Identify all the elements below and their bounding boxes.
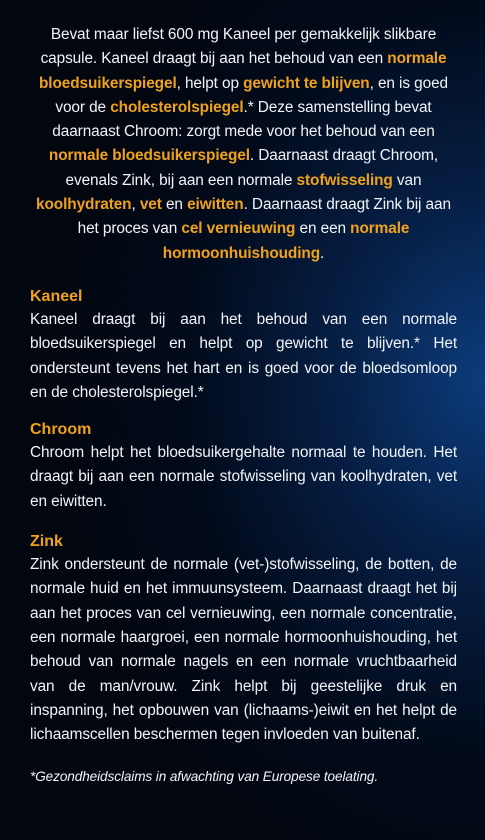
- intro-text: ,: [131, 196, 140, 214]
- intro-text: Bevat maar liefst 600 mg Kaneel per gemakkelijk slikbare capsule. Kaneel draagt bij aan het behoud van een: [40, 26, 437, 68]
- section-zink: [30, 531, 457, 747]
- intro-text: , en is goed voor de: [55, 74, 448, 116]
- highlight-term: gewicht te blijven: [243, 74, 370, 92]
- section-body: Chroom helpt het bloedsuikergehalte normaal te houden. Het draagt bij aan een normale stofwisseling van koolhydraten, vet en eiwitten.: [30, 444, 457, 510]
- health-claims-footnote: *Gezondheidsclaims in afwachting van Europese toelating.: [30, 769, 379, 785]
- highlight-term: normale bloedsuikerspiegel: [48, 147, 250, 165]
- section-heading: Chroom: [30, 421, 92, 439]
- section-body: Kaneel draagt bij aan het behoud van een normale bloedsuikerspiegel en helpt op gewicht te blijven.* Het ondersteunt tevens het hart en is goed voor de bloedsomloop en de cholesterolspiegel.*: [30, 310, 457, 401]
- intro-text: van: [392, 171, 422, 189]
- intro-paragraph: [30, 23, 457, 266]
- section-body: Zink ondersteunt de normale (vet-)stofwisseling, de botten, de normale huid en het immuunsysteem. Daarnaast draagt het bij aan het proces van cel vernieuwing, een normale concentratie, een normale haargroei, een normale hormoonhuishouding, het behoud van normale nagels en een normale vruchtbaarheid van de man/vrouw. Zink helpt bij geestelijke druk en inspanning, het opbouwen van (lichaams-)eiwit en het helpt de lichaamscellen beschermen tegen invloeden van buitenaf.: [30, 556, 457, 744]
- intro-text: , helpt op: [176, 74, 244, 92]
- highlight-term: normale bloedsuikerspiegel: [39, 50, 447, 92]
- highlight-term: koolhydraten: [36, 196, 132, 214]
- intro-text: . Daarnaast draagt Zink bij aan het proces van: [77, 196, 451, 238]
- section-kaneel: [30, 286, 457, 405]
- highlight-term: eiwitten: [187, 196, 244, 214]
- section-heading: Kaneel: [30, 287, 83, 305]
- intro-text: .* Deze samenstelling bevat daarnaast Chroom: zorgt mede voor het behoud van een: [52, 98, 435, 141]
- section-heading: Zink: [30, 533, 63, 551]
- highlight-term: cel vernieuwing: [181, 220, 296, 238]
- intro-text: . Daarnaast draagt Chroom, evenals Zink, bij aan een normale: [65, 147, 439, 189]
- intro-text: .: [320, 244, 325, 262]
- intro-text: en een: [295, 220, 351, 238]
- highlight-term: cholesterolspiegel: [110, 98, 244, 116]
- section-chroom: [30, 419, 457, 514]
- highlight-term: normale hormoonhuishouding: [162, 220, 410, 262]
- highlight-term: stofwisseling: [296, 171, 393, 189]
- intro-text: en: [161, 196, 188, 214]
- highlight-term: vet: [139, 196, 162, 214]
